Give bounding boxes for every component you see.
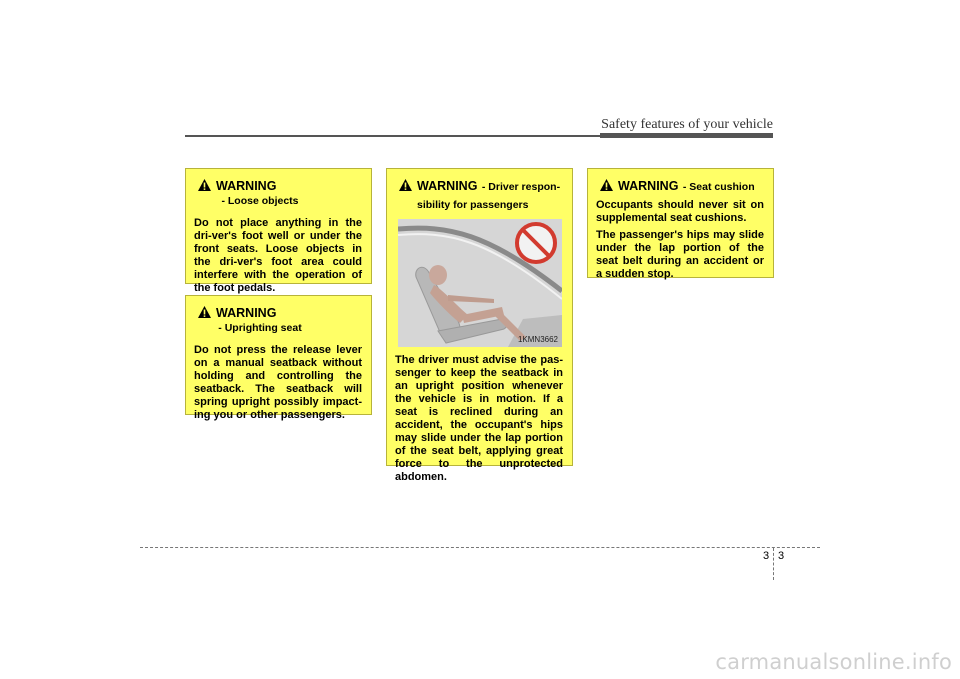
page-number: 3 [778, 550, 785, 562]
warning-header [194, 304, 362, 340]
warning-word: WARNING [216, 179, 277, 193]
page-separator [773, 548, 774, 580]
warning-subtitle: - Driver respon-sibility for passengers [417, 181, 561, 211]
warning-subtitle: - Uprighting seat [218, 322, 302, 334]
reclined-passenger-icon [398, 219, 562, 347]
warning-box-uprighting-seat [185, 295, 372, 421]
warning-body: The driver must advise the pas-senger to keep the seatback in an upright position whenever the vehicle is in motion. If a seat is reclined during an accident, the occupant's hips may slide under the lap portion of the seat belt, applying great force to the unprotected abdomen. [395, 354, 563, 483]
warning-header [194, 177, 362, 213]
warning-word: WARNING [417, 179, 478, 193]
warning-triangle-icon [198, 179, 211, 191]
footer-rule [140, 547, 820, 548]
warning-triangle-icon [198, 306, 211, 318]
warning-triangle-icon [600, 179, 613, 191]
warning-triangle-icon [399, 179, 412, 191]
warning-box-seat-cushion [587, 168, 774, 278]
warning-header [395, 177, 563, 213]
watermark: carmanualsonline.info [715, 650, 952, 674]
warning-header [596, 177, 764, 195]
warning-box-driver-responsibility [386, 168, 573, 483]
warning-subtitle: - Loose objects [221, 195, 299, 207]
header-rule-accent [600, 133, 773, 138]
figure-code: 1KMN3662 [517, 335, 558, 344]
warning-body: Do not press the release lever on a manual seatback without holding and controlling the seatback. The seatback will spring upright possibly impact-ing you or other passengers. [194, 344, 362, 421]
warning-subtitle: - Seat cushion [682, 181, 755, 193]
warning-body: Do not place anything in the dri-ver's foot well or under the front seats. Loose objects in the dri-ver's foot area could interfere with the operation of the foot pedals. [194, 217, 362, 294]
warning-body: Occupants should never sit on supplemental seat cushions. [596, 199, 764, 224]
warning-body: The passenger's hips may slide under the lap portion of the seat belt during an accident or a sudden stop. [596, 229, 764, 280]
chapter-number: 3 [763, 550, 770, 562]
reclined-seat-illustration [398, 219, 562, 347]
warning-word: WARNING [618, 179, 679, 193]
warning-box-loose-objects [185, 168, 372, 294]
warning-word: WARNING [216, 306, 277, 320]
section-title: Safety features of your vehicle [601, 117, 773, 132]
